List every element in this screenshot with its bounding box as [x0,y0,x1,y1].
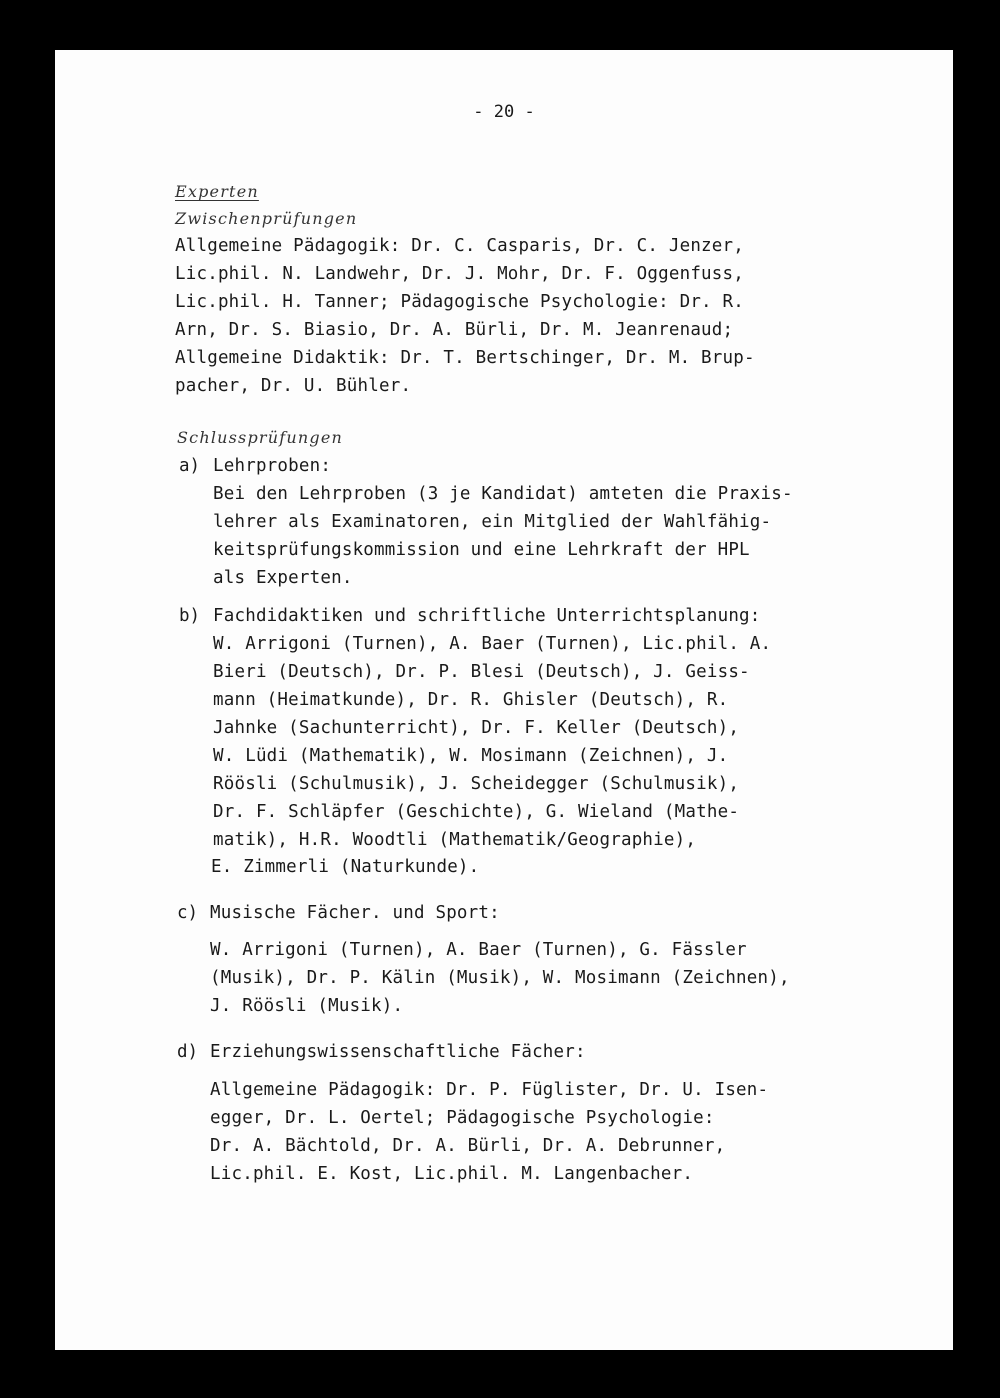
item-d-line: egger, Dr. L. Oertel; Pädagogische Psychologie: [210,1108,715,1128]
item-label-d: d) [177,1042,199,1062]
item-d-line: Dr. A. Bächtold, Dr. A. Bürli, Dr. A. Debrunner, [210,1136,726,1156]
item-heading-d: Erziehungswissenschaftliche Fächer: [210,1042,586,1062]
scan-border-top [0,0,1000,50]
item-heading-c: Musische Fächer. und Sport: [210,903,500,923]
item-a-line: als Experten. [213,568,353,588]
item-heading-b: Fachdidaktiken und schriftliche Unterrichtsplanung: [213,606,761,626]
document-page [55,50,953,1350]
intermediate-line: Lic.phil. N. Landwehr, Dr. J. Mohr, Dr. F. Oggenfuss, [175,264,745,284]
item-c-line: J. Röösli (Musik). [210,996,404,1016]
item-b-line: Röösli (Schulmusik), J. Scheidegger (Schulmusik), [213,774,740,794]
subheading-intermediate-exams: Zwischenprüfungen [175,209,358,228]
item-label-b: b) [179,606,201,626]
item-d-line: Allgemeine Pädagogik: Dr. P. Füglister, Dr. U. Isen- [210,1080,769,1100]
item-b-line: W. Arrigoni (Turnen), A. Baer (Turnen), Lic.phil. A. [213,634,772,654]
item-heading-a: Lehrproben: [213,456,332,476]
scan-border-bottom [0,1350,1000,1398]
item-b-line: W. Lüdi (Mathematik), W. Mosimann (Zeichnen), J. [213,746,729,766]
item-a-line: Bei den Lehrproben (3 je Kandidat) amteten die Praxis- [213,484,793,504]
item-label-c: c) [177,903,199,923]
scan-border-left [0,0,55,1398]
item-a-line: keitsprüfungskommission und eine Lehrkraft der HPL [213,540,750,560]
page-number: - 20 - [473,102,535,122]
intermediate-line: Allgemeine Didaktik: Dr. T. Bertschinger, Dr. M. Brup- [175,348,755,368]
intermediate-line: Allgemeine Pädagogik: Dr. C. Casparis, Dr. C. Jenzer, [175,236,745,256]
subheading-final-exams: Schlussprüfungen [177,428,344,447]
item-d-line: Lic.phil. E. Kost, Lic.phil. M. Langenbacher. [210,1164,694,1184]
section-heading-experten: Experten [175,182,259,201]
item-a-line: lehrer als Examinatoren, ein Mitglied der Wahlfähig- [213,512,772,532]
scan-border-right [953,0,1000,1398]
intermediate-line: Lic.phil. H. Tanner; Pädagogische Psychologie: Dr. R. [175,292,745,312]
item-c-line: W. Arrigoni (Turnen), A. Baer (Turnen), G. Fässler [210,940,747,960]
item-b-line: Dr. F. Schläpfer (Geschichte), G. Wieland (Mathe- [213,802,740,822]
item-c-line: (Musik), Dr. P. Kälin (Musik), W. Mosimann (Zeichnen), [210,968,790,988]
item-b-line: Bieri (Deutsch), Dr. P. Blesi (Deutsch), J. Geiss- [213,662,750,682]
intermediate-line: Arn, Dr. S. Biasio, Dr. A. Bürli, Dr. M. Jeanrenaud; [175,320,734,340]
intermediate-line: pacher, Dr. U. Bühler. [175,376,412,396]
item-b-line: mann (Heimatkunde), Dr. R. Ghisler (Deutsch), R. [213,690,729,710]
item-label-a: a) [179,456,201,476]
item-b-line: Jahnke (Sachunterricht), Dr. F. Keller (Deutsch), [213,718,740,738]
item-b-line: matik), H.R. Woodtli (Mathematik/Geographie), [213,830,697,850]
item-b-line: E. Zimmerli (Naturkunde). [211,857,480,877]
